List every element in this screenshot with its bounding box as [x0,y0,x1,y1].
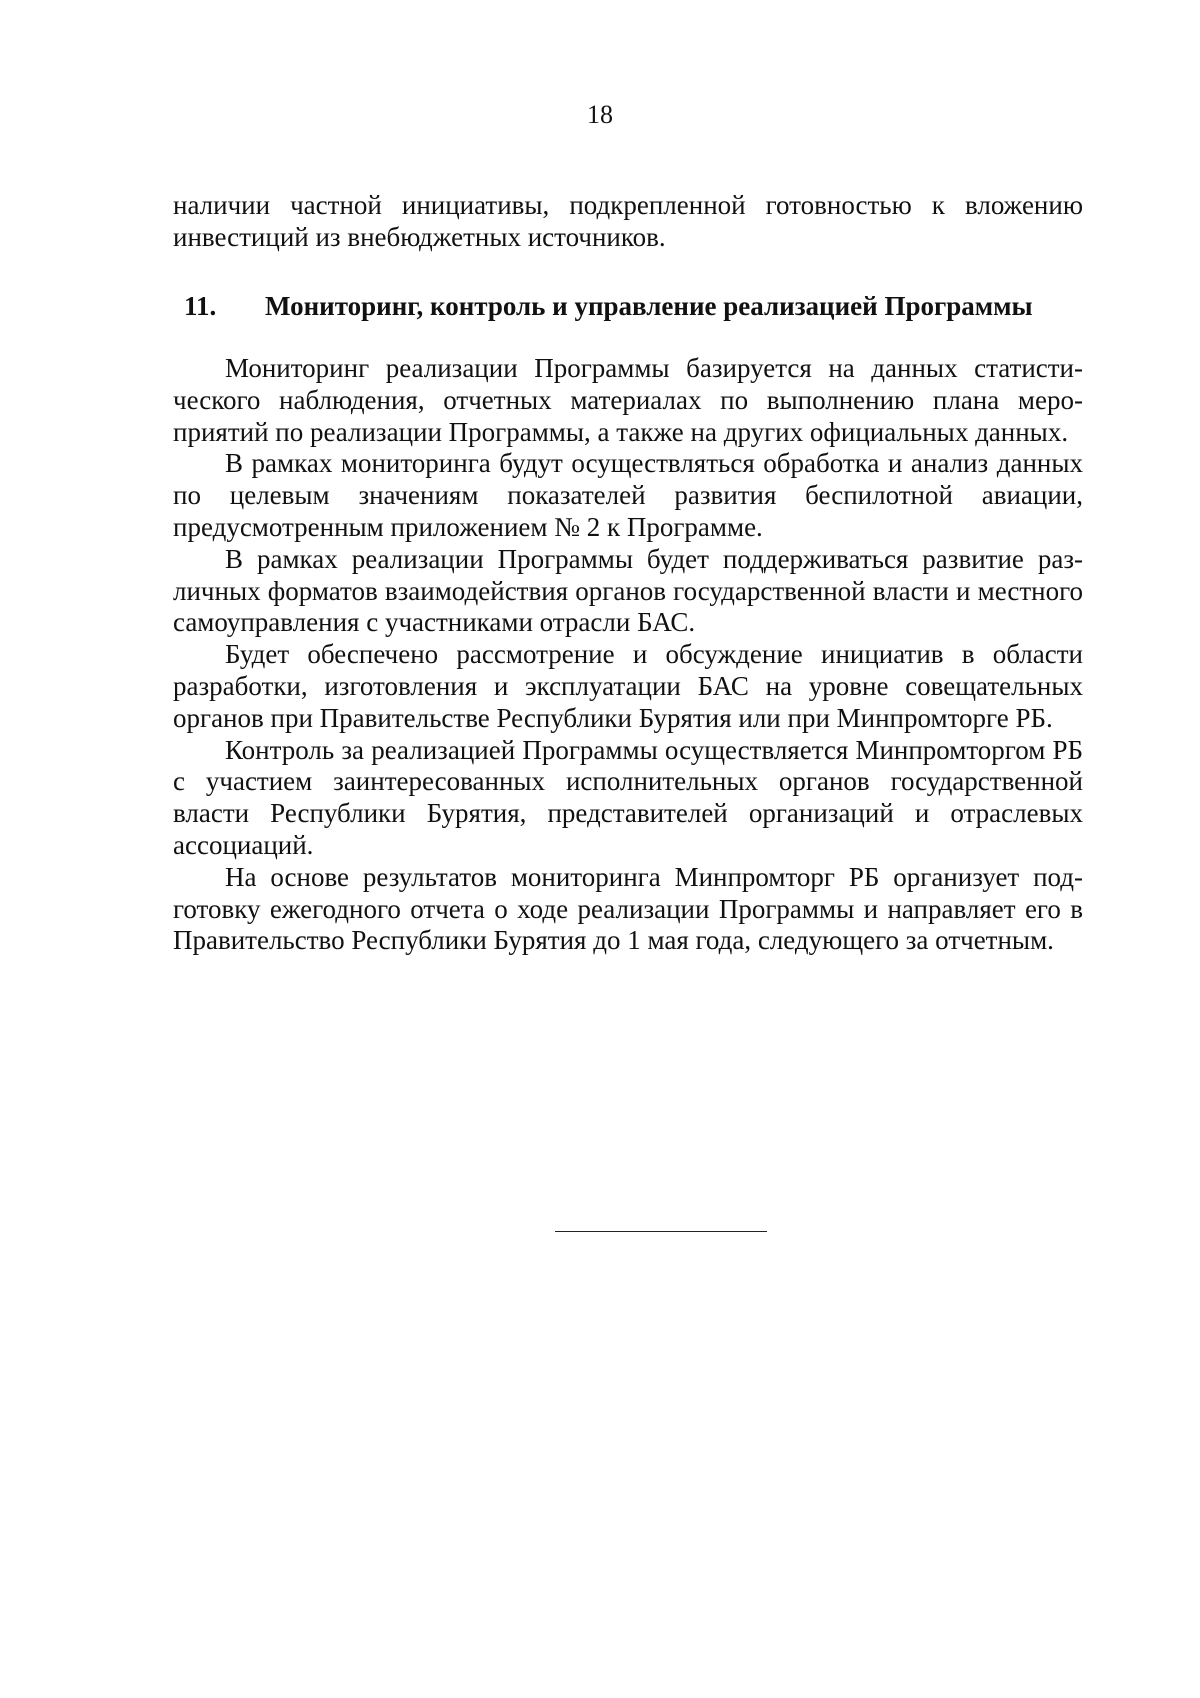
section-title: Мониторинг, контроль и управление реализацией Программы [265,291,1033,321]
body-paragraph: На основе результатов мониторинга Минпромторг РБ организует подготовку ежегодного отчета о ходе реализации Программы и направляет его в Правительство Республики Бурятия до 1 мая года, следующего за отчетным. [173,861,1083,956]
section-number: 11. [184,291,217,321]
body-paragraph: Мониторинг реализации Программы базируется на данных статистического наблюдения, отчетных материалах по выполнению плана мероприятий по реализации Программы, а также на других официальных данных. [173,353,1083,447]
continuation-paragraph: наличии частной инициативы, подкрепленной готовностью к вложению инвестиций из внебюджетных источников. [173,190,1083,252]
section-heading [184,290,1084,322]
body-paragraph: В рамках мониторинга будут осуществляться обработка и анализ данных по целевым значениям показателей развития беспилотной авиации, предусмотренным приложением № 2 к Программе. [173,448,1083,542]
body-paragraph: Будет обеспечено рассмотрение и обсуждение инициатив в области разработки, изготовления и эксплуатации БАС на уровне совещательных органов при Правительстве Республики Бурятия или при Минпромторге РБ. [173,639,1083,733]
body-paragraph: Контроль за реализацией Программы осуществляется Минпромторгом РБ с участием заинтересованных исполнительных органов государственной власти Республики Бурятия, представителей организаций и отраслевых ассоциаций. [173,734,1083,860]
body-paragraph: В рамках реализации Программы будет поддерживаться развитие различных форматов взаимодействия органов государственной власти и местного самоуправления с участниками отрасли БАС. [173,543,1083,638]
page-number: 18 [587,100,613,129]
end-separator-line [555,1231,767,1232]
section-body [173,353,1083,957]
